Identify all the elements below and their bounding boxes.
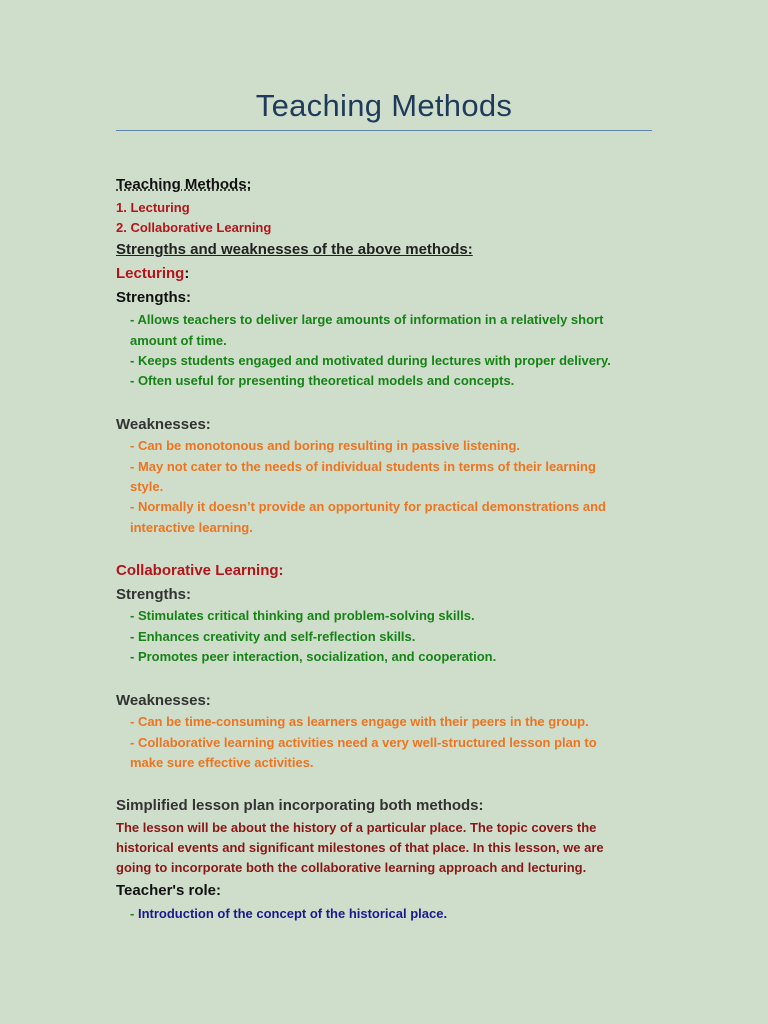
- collaborative-strengths-label: Strengths:: [116, 586, 191, 603]
- strengths-weaknesses-heading: Strengths and weaknesses of the above methods:: [116, 241, 473, 258]
- lecturing-strength-3: - Often useful for presenting theoretical models and concepts.: [130, 373, 515, 388]
- lesson-plan-heading: Simplified lesson plan incorporating both methods:: [116, 797, 484, 814]
- lesson-plan-paragraph-line-1: The lesson will be about the history of a particular place. The topic covers the: [116, 820, 597, 835]
- teacher-role-dash: -: [130, 906, 138, 921]
- lecturing-title: Lecturing: [116, 265, 185, 282]
- method-item-collaborative: 2. Collaborative Learning: [116, 220, 272, 235]
- teacher-role-item: [130, 905, 447, 923]
- lesson-plan-paragraph-line-3: going to incorporate both the collaborative learning approach and lecturing.: [116, 860, 587, 875]
- method-item-lecturing: 1. Lecturing: [116, 200, 190, 215]
- collaborative-weakness-2: - Collaborative learning activities need a very well-structured lesson plan to: [130, 735, 597, 750]
- collaborative-weaknesses-label: Weaknesses:: [116, 692, 211, 709]
- lecturing-weakness-3: - Normally it doesn’t provide an opportunity for practical demonstrations and: [130, 499, 606, 514]
- teacher-role-label: Teacher's role:: [116, 882, 221, 899]
- lecturing-strength-1: - Allows teachers to deliver large amounts of information in a relatively short: [130, 312, 604, 327]
- lecturing-weakness-2-cont: style.: [130, 479, 164, 494]
- lecturing-colon: :: [184, 265, 190, 282]
- collaborative-weakness-2-cont: make sure effective activities.: [130, 755, 314, 770]
- collaborative-strength-2: - Enhances creativity and self-reflection skills.: [130, 629, 416, 644]
- lecturing-strength-1-cont: amount of time.: [130, 333, 227, 348]
- collaborative-strength-3: - Promotes peer interaction, socialization, and cooperation.: [130, 649, 497, 664]
- collaborative-weakness-1: - Can be time-consuming as learners engage with their peers in the group.: [130, 714, 589, 729]
- collaborative-heading: Collaborative Learning:: [116, 562, 284, 579]
- lecturing-weakness-2: - May not cater to the needs of individual students in terms of their learning: [130, 459, 596, 474]
- lecturing-weakness-3-cont: interactive learning.: [130, 520, 253, 535]
- page-title: Teaching Methods: [255, 88, 513, 123]
- collaborative-strength-1: - Stimulates critical thinking and problem-solving skills.: [130, 608, 475, 623]
- title-divider: [116, 130, 652, 131]
- lecturing-heading: [116, 265, 189, 283]
- lecturing-strength-2: - Keeps students engaged and motivated during lectures with proper delivery.: [130, 353, 611, 368]
- lecturing-weaknesses-label: Weaknesses:: [116, 416, 211, 433]
- teacher-role-item-text: Introduction of the concept of the historical place.: [137, 906, 448, 921]
- methods-heading: Teaching Methods:: [116, 176, 252, 193]
- lecturing-weakness-1: - Can be monotonous and boring resulting in passive listening.: [130, 438, 521, 453]
- lecturing-strengths-label: Strengths:: [116, 289, 191, 306]
- lesson-plan-paragraph-line-2: historical events and significant milestones of that place. In this lesson, we are: [116, 840, 604, 855]
